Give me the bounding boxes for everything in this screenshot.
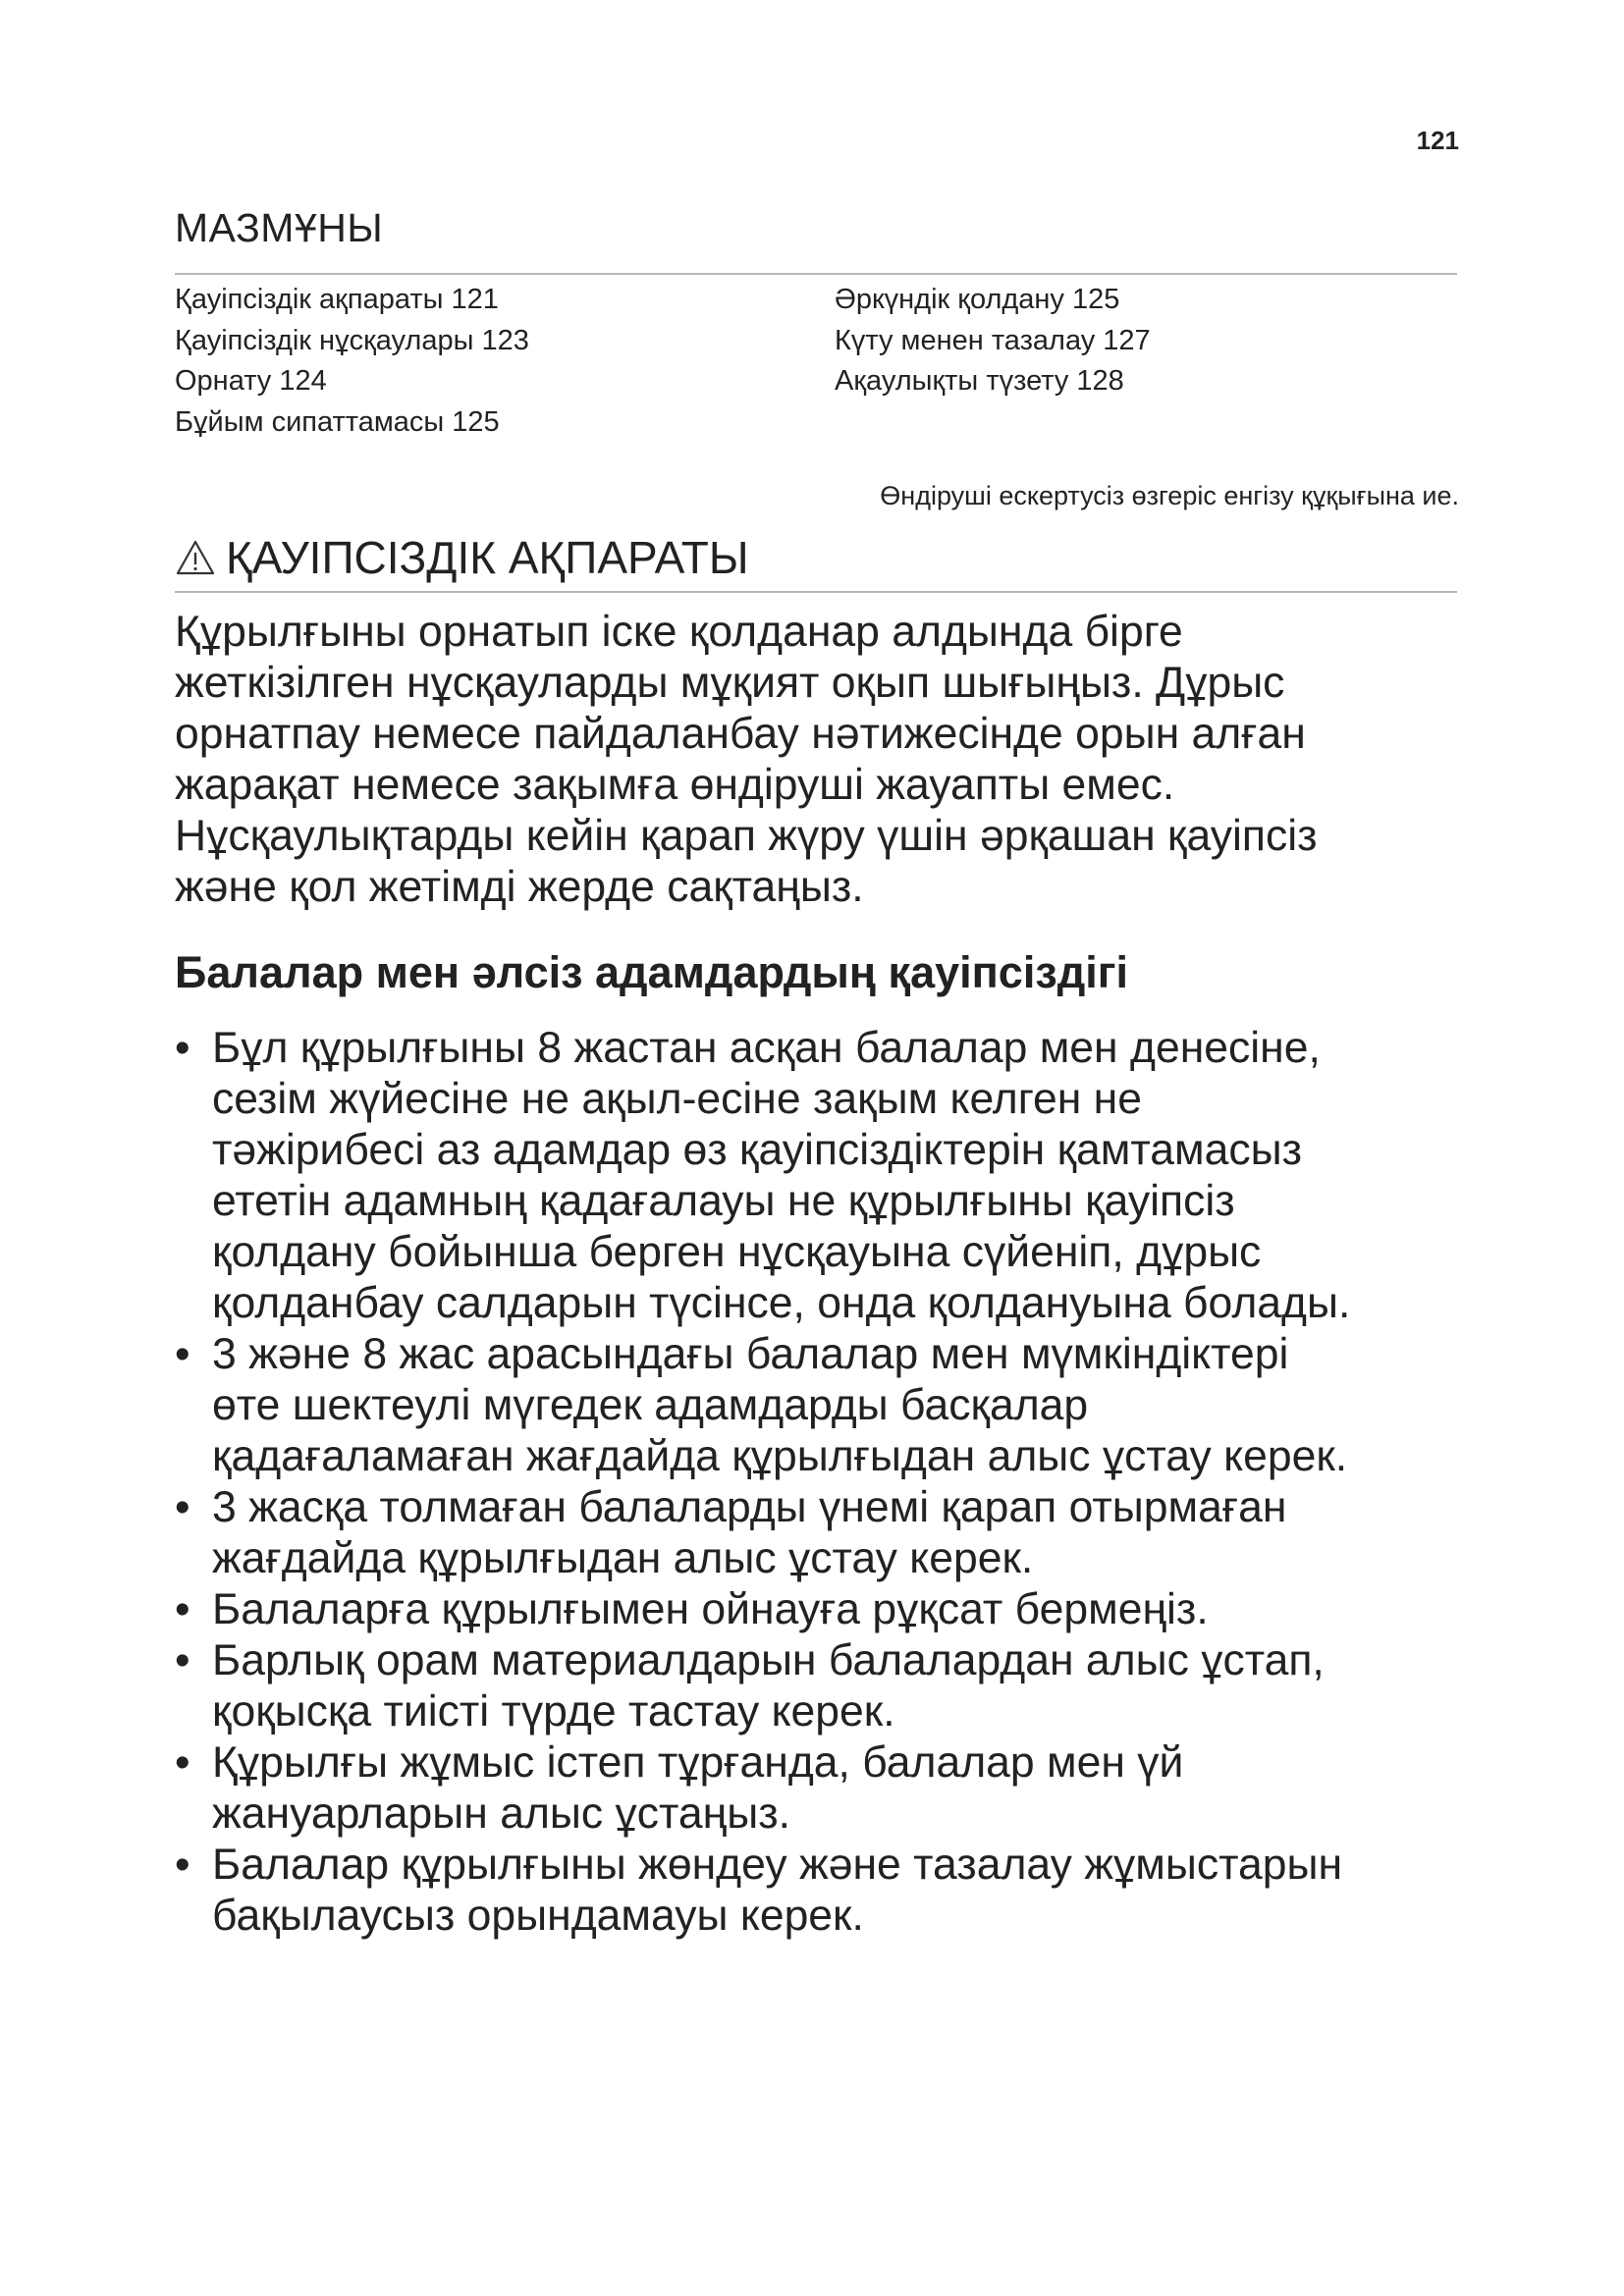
intro-line: және қол жетімді жерде сақтаңыз. [175, 863, 864, 911]
toc-item-installation[interactable]: Орнату 124 [175, 365, 327, 397]
intro-line: Нұсқаулықтарды кейін қарап жүру үшін әрқашан қауіпсіз [175, 812, 1318, 860]
toc-item-safety-info[interactable]: Қауіпсіздік ақпараты 121 [175, 284, 499, 315]
intro-line: жарақат немесе зақымға өндіруші жауапты емес. [175, 761, 1175, 809]
toc-left-column [175, 280, 529, 443]
list-item-line: бақылаусыз орындамауы керек. [212, 1892, 864, 1940]
list-item-line: Барлық орам материалдарын балалардан алыс ұстап, [212, 1636, 1325, 1684]
toc-item-troubleshooting[interactable]: Ақаулықты түзету 128 [835, 365, 1124, 397]
warning-triangle-icon [175, 539, 216, 576]
intro-line: жеткізілген нұсқауларды мұқият оқып шығыңыз. Дұрыс [175, 659, 1285, 707]
list-item-line: жағдайда құрылғыдан алыс ұстау керек. [212, 1534, 1034, 1582]
toc-item-product-description[interactable]: Бұйым сипаттамасы 125 [175, 405, 500, 438]
safety-section-title [175, 532, 749, 583]
list-item-line: тәжірибесі аз адамдар өз қауіпсіздіктерін қамтамасыз [212, 1126, 1303, 1174]
list-item [175, 1023, 1471, 1329]
safety-title-text: ҚАУІПСІЗДІК АҚПАРАТЫ [226, 532, 749, 583]
toc-item-daily-use[interactable]: Әркүндік қолдану 125 [835, 284, 1120, 315]
list-item [175, 1635, 1471, 1737]
list-item-line: Бұл құрылғыны 8 жастан асқан балалар мен денесіне, [212, 1024, 1321, 1072]
bullet-symbol: • [175, 1585, 190, 1633]
list-item-line: Балалар құрылғыны жөндеу және тазалау жұмыстарын [212, 1841, 1343, 1889]
list-item-line: 3 жасқа толмаған балаларды үнемі қарап отырмаған [212, 1483, 1287, 1531]
bullet-symbol: • [175, 1841, 190, 1889]
list-item-line: 3 және 8 жас арасындағы балалар мен мүмкіндіктері [212, 1330, 1289, 1378]
list-item-line: Балаларға құрылғымен ойнауға рұқсат бермеңіз. [212, 1585, 1209, 1633]
list-item [175, 1737, 1471, 1840]
bullet-symbol: • [175, 1738, 190, 1787]
list-item [175, 1584, 1471, 1635]
toc-right-column [835, 280, 1151, 402]
toc-title: МАЗМҰНЫ [175, 205, 384, 250]
list-item-line: жануарларын алыс ұстаңыз. [212, 1789, 790, 1838]
children-safety-heading: Балалар мен әлсіз адамдардың қауіпсіздігі [175, 947, 1129, 997]
list-item-line: ететін адамның қадағалауы не құрылғыны қауіпсіз [212, 1177, 1235, 1225]
list-item-line: Құрылғы жұмыс істеп тұрғанда, балалар мен үй [212, 1738, 1184, 1787]
list-item-line: қолдану бойынша берген нұсқауына сүйеніп, дұрыс [212, 1228, 1262, 1276]
bullet-symbol: • [175, 1636, 190, 1684]
list-item-line: қолданбау салдарын түсінсе, онда қолдануына болады. [212, 1279, 1351, 1327]
list-item [175, 1840, 1471, 1942]
toc-divider [175, 273, 1457, 275]
bullet-symbol: • [175, 1483, 190, 1531]
list-item-line: қадағаламаған жағдайда құрылғыдан алыс ұстау керек. [212, 1432, 1348, 1480]
safety-divider [175, 591, 1457, 593]
list-item-line: өте шектеулі мүгедек адамдарды басқалар [212, 1381, 1089, 1429]
list-item-line: қоқысқа тиісті түрде тастау керек. [212, 1687, 895, 1735]
safety-intro-paragraph [175, 607, 1471, 913]
toc-item-care-cleaning[interactable]: Күту менен тазалау 127 [835, 324, 1151, 356]
intro-line: Құрылғыны орнатып іске қолданар алдында бірге [175, 608, 1183, 656]
page-number: 121 [1416, 126, 1459, 155]
bullet-symbol: • [175, 1024, 190, 1072]
toc-item-safety-instructions[interactable]: Қауіпсіздік нұсқаулары 123 [175, 324, 529, 356]
children-safety-list [175, 1023, 1471, 1942]
bullet-symbol: • [175, 1330, 190, 1378]
list-item [175, 1329, 1471, 1482]
manufacturer-notice: Өндіруші ескертусіз өзгеріс енгізу құқығына ие. [880, 481, 1459, 510]
list-item-line: сезім жүйесіне не ақыл-есіне зақым келген не [212, 1075, 1142, 1123]
intro-line: орнатпау немесе пайдаланбау нәтижесінде орын алған [175, 710, 1306, 758]
list-item [175, 1482, 1471, 1584]
